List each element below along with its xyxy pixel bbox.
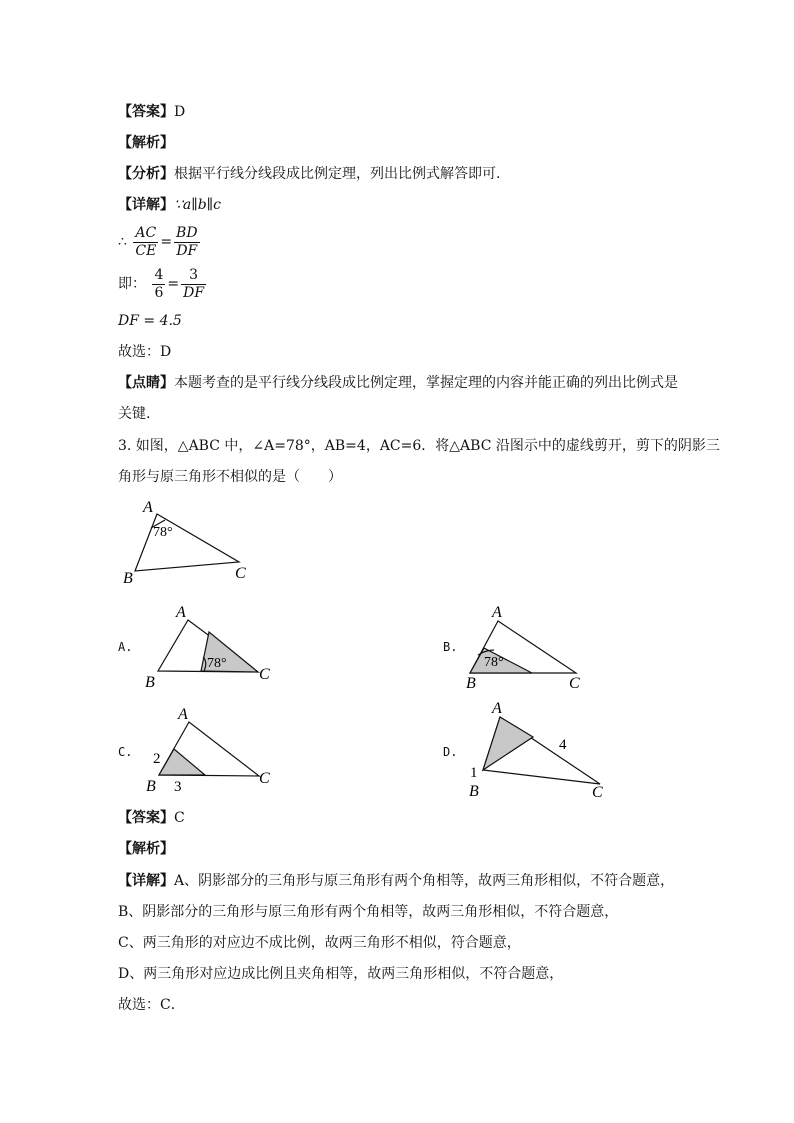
option-b-angle: 78° (484, 655, 504, 670)
option-d-shaded (483, 717, 533, 770)
answer-tag: 【答案】 (118, 104, 174, 120)
main-angle-label: 78° (153, 525, 173, 540)
analysis-heading-1: 【解析】 (118, 135, 174, 151)
fraction-3-df: $\frac{3}{DF}$ (183, 266, 205, 301)
option-c-label-a: A (178, 706, 188, 723)
option-a-letter[interactable]: A. (118, 640, 133, 654)
explain-d: D、两三角形对应边成比例且夹角相等，故两三角形相似，不符合题意， (118, 966, 564, 982)
fraction-4-6: $\frac{4}{6}$ (154, 266, 164, 301)
ji-equation: 即： $\frac{4}{6}$ = $\frac{3}{DF}$ (118, 266, 205, 301)
main-triangle (135, 514, 239, 571)
answer-value: D (174, 104, 186, 120)
option-c-letter[interactable]: C. (118, 745, 133, 759)
option-c-label-b: B (146, 778, 156, 795)
option-c-label-c: C (259, 770, 270, 787)
dianjing-line-1: 【点睛】本题考查的是平行线分线段成比例定理，掌握定理的内容并能正确的列出比例式是 (118, 375, 678, 391)
fraction-bd-df: $\frac{BD}{DF}$ (176, 224, 198, 259)
answer-line-2: 【答案】C (118, 810, 185, 826)
therefore-equation: ∴ $\frac{AC}{CE}$ = $\frac{BD}{DF}$ (118, 224, 198, 259)
option-a-label-c: C (259, 666, 270, 683)
explain-b: B、阴影部分的三角形与原三角形有两个角相等，故两三角形相似，不符合题意， (118, 904, 619, 920)
explain-c: C、两三角形的对应边不成比例，故两三角形不相似，符合题意， (118, 935, 521, 951)
option-d-letter[interactable]: D. (443, 745, 458, 759)
guxuan-1: 故选：D (118, 344, 172, 360)
dianjing-line-2: 关键. (118, 406, 151, 422)
main-label-b: B (123, 570, 133, 587)
option-d-length-1: 1 (470, 765, 478, 781)
guxuan-2: 故选：C． (118, 997, 185, 1013)
option-b-label-a: A (492, 604, 502, 621)
xiangjie-line-2: 【详解】A、阴影部分的三角形与原三角形有两个角相等，故两三角形相似，不符合题意， (118, 873, 675, 889)
option-a-label-b: B (145, 674, 155, 691)
option-c-shaded (159, 749, 205, 775)
fraction-ac-ce: $\frac{AC}{CE}$ (135, 224, 157, 259)
option-d-label-c: C (592, 784, 603, 801)
xiangjie-line-1: 【详解】∵a∥b∥c (118, 197, 221, 213)
question-3-line-2: 角形与原三角形不相似的是（ ） (118, 469, 342, 485)
option-c-length-3: 3 (174, 779, 182, 795)
option-d-length-4: 4 (559, 737, 567, 753)
option-a-angle: 78° (207, 656, 227, 671)
df-result: DF = 4.5 (118, 313, 182, 329)
fenxi-line: 【分析】根据平行线分线段成比例定理，列出比例式解答即可. (118, 166, 501, 182)
option-b-label-b: B (466, 675, 476, 692)
option-b-label-c: C (569, 675, 580, 692)
main-label-c: C (235, 565, 246, 582)
question-3-line-1: 3. 如图，△ABC 中，∠A=78°，AB=4，AC=6．将△ABC 沿图示中的虚线剪开，剪下的阴影三 (118, 438, 720, 454)
option-d-label-b: B (469, 783, 479, 800)
option-b-letter[interactable]: B. (443, 640, 458, 654)
option-d-label-a: A (492, 700, 502, 717)
main-label-a: A (143, 499, 153, 516)
analysis-heading-2: 【解析】 (118, 841, 174, 857)
option-a-label-a: A (176, 604, 186, 621)
option-c-length-2: 2 (153, 751, 161, 767)
